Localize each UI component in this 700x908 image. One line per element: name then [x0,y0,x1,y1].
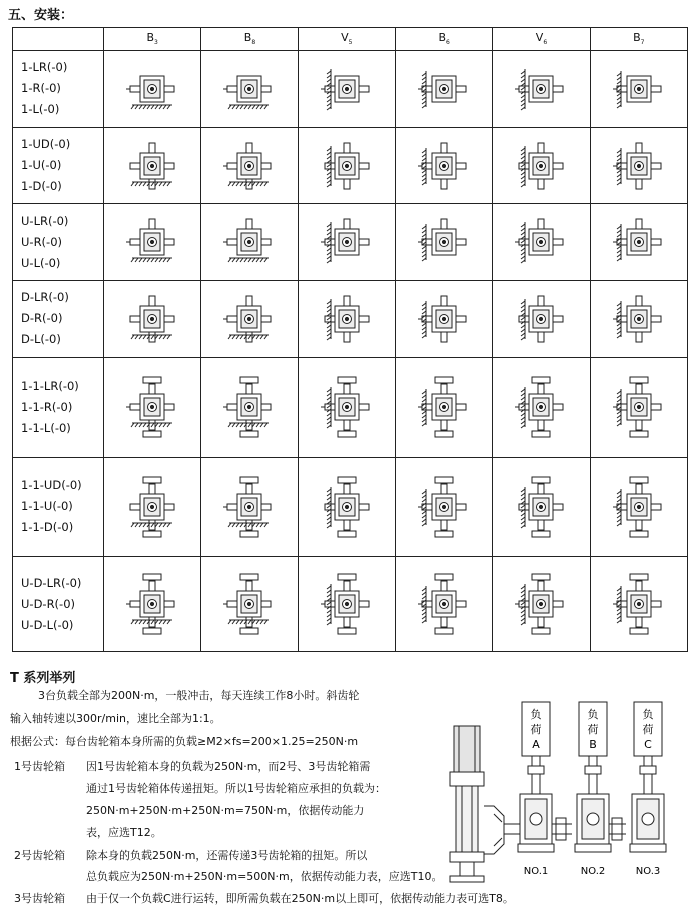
mounting-figure-cell [590,281,687,358]
gearbox-mounting-drawing [496,371,586,443]
row-label: U-D-LR(-0) [21,575,82,590]
mounting-figure-cell [395,51,492,128]
gearbox-no3 [632,794,664,844]
row-label: 1-1-UD(-0) [21,478,82,493]
mounting-figure-cell [590,127,687,204]
mounting-figure-cell [298,457,395,557]
row-label: 1-1-D(-0) [21,520,74,535]
mounting-figure-cell [298,281,395,358]
gearbox-mounting-drawing [302,206,392,278]
gearbox-mounting-drawing [399,53,489,125]
mounting-figure-cell [493,127,590,204]
mounting-figure-cell [298,204,395,281]
col-header: $V_5$ [298,28,395,51]
gearbox-mounting-drawing [302,130,392,202]
no3-label: NO.3 [635,866,661,877]
mounting-figure-cell [590,557,687,652]
gearbox-mounting-drawing [399,568,489,640]
gearbox-mounting-drawing [302,53,392,125]
box2-label: 2号齿轮箱 [14,849,65,862]
mounting-figure-cell [201,127,298,204]
gearbox-mounting-drawing [399,283,489,355]
mounting-figure-cell [201,51,298,128]
gearbox-mounting-drawing [204,130,294,202]
table-row [13,357,688,457]
box1-label: 1号齿轮箱 [14,760,65,773]
col-header: $B_7$ [590,28,687,51]
svg-text:A: A [532,738,540,751]
row-label: U-R(-0) [21,234,62,249]
mounting-figure-cell [104,51,201,128]
mounting-figure-cell [201,457,298,557]
formula-line: 根据公式：每台齿轮箱本身所需的负载≥M2×fs=200×1.25=250N·m [10,735,359,748]
svg-text:荷: 荷 [587,723,599,736]
mounting-figure-cell [395,127,492,204]
row-label: 1-UD(-0) [21,137,71,152]
motor-drawing [450,726,504,882]
mounting-figure-cell [201,281,298,358]
no1-label: NO.1 [523,866,549,877]
mounting-figure-cell [395,557,492,652]
box1-line-1: 因1号齿轮箱本身的负载为250N·m，而2号、3号齿轮箱需 [86,760,371,773]
table-row [13,127,688,204]
gearbox-mounting-drawing [302,568,392,640]
row-label: 1-LR(-0) [21,60,68,75]
row-label: 1-1-LR(-0) [21,378,79,393]
box2-line-1: 除本身的负载250N·m，还需传递3号齿轮箱的扭矩。所以 [86,849,368,862]
gearbox-mounting-drawing [107,568,197,640]
mounting-figure-cell [201,204,298,281]
row-label-cell [13,51,104,128]
bases [518,844,666,852]
gearbox-mounting-drawing [399,371,489,443]
mounting-figure-cell [104,357,201,457]
gearbox-mounting-drawing [107,283,197,355]
gearbox-mounting-drawing [496,471,586,543]
mounting-figure-cell [493,204,590,281]
table-row [13,51,688,128]
gearbox-mounting-drawing [204,206,294,278]
col-header: $V_6$ [493,28,590,51]
row-label-cell [13,127,104,204]
intro-line-2: 输入轴转速以300r/min，速比全部为1:1。 [10,712,221,725]
box1-line-2: 通过1号齿轮箱体传递扭矩。所以1号齿轮箱应承担的负载为： [86,782,386,795]
box3-line-1: 由于仅一个负载C进行运转，即所需负载在250N·m以上即可，依据传动能力表可选T8。 [86,892,514,905]
svg-text:荷: 荷 [530,723,542,736]
gearbox-mounting-drawing [107,371,197,443]
mounting-figure-cell [104,457,201,557]
no2-label: NO.2 [580,866,606,877]
gearbox-mounting-drawing [107,206,197,278]
gearbox-mounting-drawing [594,471,684,543]
gearbox-mounting-drawing [302,371,392,443]
mounting-figure-cell [493,457,590,557]
svg-text:负: 负 [642,708,654,721]
gearbox-mounting-drawing [594,206,684,278]
mounting-figure-cell [493,281,590,358]
gearbox-mounting-drawing [496,283,586,355]
gearbox-mounting-drawing [302,283,392,355]
row-label: 1-L(-0) [21,102,60,117]
row-label: U-D-L(-0) [21,617,74,632]
row-label: D-R(-0) [21,311,63,326]
row-label-cell [13,557,104,652]
gearbox-mounting-drawing [594,53,684,125]
row-label: 1-1-R(-0) [21,399,73,414]
mounting-figure-cell [104,557,201,652]
gearbox-mounting-drawing [302,471,392,543]
mounting-figure-cell [493,357,590,457]
row-label: U-D-R(-0) [21,596,76,611]
gearbox-no1 [520,794,552,844]
gearbox-mounting-drawing [399,471,489,543]
svg-text:C: C [644,738,652,751]
box1-line-4: 表，应选T12。 [86,826,162,839]
col-header: $B_6$ [395,28,492,51]
mounting-figure-cell [298,557,395,652]
example-title: T 系列举列 [10,671,76,686]
table-row [13,281,688,358]
intro-line-1: 3台负载全部为200N·m，一般冲击，每天连续工作8小时。斜齿轮 [38,689,360,702]
mounting-figure-cell [298,357,395,457]
load-a [522,702,550,756]
drive-train-diagram [446,696,690,901]
header-corner [13,28,104,51]
gearbox-mounting-drawing [594,371,684,443]
vertical-shafts [528,756,656,794]
table-row [13,204,688,281]
row-label: 1-1-U(-0) [21,499,73,514]
mounting-figure-cell [590,457,687,557]
gearbox-mounting-drawing [204,471,294,543]
row-label-cell [13,357,104,457]
mounting-figure-cell [298,127,395,204]
gearbox-mounting-drawing [594,283,684,355]
row-label-cell [13,457,104,557]
svg-text:B: B [589,738,597,751]
mounting-figure-cell [201,357,298,457]
row-label-cell [13,281,104,358]
mounting-figure-cell [104,127,201,204]
row-label: D-LR(-0) [21,290,69,305]
gearbox-mounting-drawing [204,568,294,640]
mounting-figure-cell [590,357,687,457]
gearbox-mounting-drawing [496,130,586,202]
row-label: 1-1-L(-0) [21,420,71,435]
installation-table [12,27,688,652]
table-row [13,457,688,557]
gearbox-mounting-drawing [399,206,489,278]
gearbox-mounting-drawing [594,568,684,640]
row-label: U-LR(-0) [21,213,69,228]
mounting-figure-cell [395,357,492,457]
gearbox-mounting-drawing [204,371,294,443]
gearbox-mounting-drawing [107,130,197,202]
row-label: 1-U(-0) [21,158,62,173]
mounting-figure-cell [395,204,492,281]
gearbox-mounting-drawing [594,130,684,202]
svg-text:荷: 荷 [642,723,654,736]
row-label: D-L(-0) [21,332,61,347]
mounting-figure-cell [104,281,201,358]
box1-line-3: 250N·m+250N·m+250N·m=750N·m，依据传动能力 [86,804,365,817]
gearbox-mounting-drawing [204,53,294,125]
load-c [634,702,662,756]
load-b [579,702,607,756]
mounting-figure-cell [201,557,298,652]
mounting-figure-cell [493,557,590,652]
gearbox-no2 [577,794,609,844]
row-label-cell [13,204,104,281]
col-header: $B_3$ [104,28,201,51]
mounting-figure-cell [493,51,590,128]
svg-text:负: 负 [587,708,599,721]
mounting-figure-cell [298,51,395,128]
mounting-figure-cell [104,204,201,281]
mounting-figure-cell [590,204,687,281]
gearbox-mounting-drawing [496,568,586,640]
section-title: 五、安装： [8,8,74,23]
gearbox-mounting-drawing [496,206,586,278]
svg-text:负: 负 [530,708,542,721]
gearbox-mounting-drawing [204,283,294,355]
gearbox-mounting-drawing [496,53,586,125]
mounting-figure-cell [590,51,687,128]
row-label: 1-D(-0) [21,179,62,194]
gearbox-mounting-drawing [107,471,197,543]
gearbox-mounting-drawing [107,53,197,125]
table-row [13,557,688,652]
row-label: 1-R(-0) [21,81,61,96]
mounting-figure-cell [395,457,492,557]
gearbox-mounting-drawing [399,130,489,202]
row-label: U-L(-0) [21,255,61,270]
col-header: $B_8$ [201,28,298,51]
header-row [13,28,688,51]
mounting-figure-cell [395,281,492,358]
box3-label: 3号齿轮箱 [14,892,65,905]
box2-line-2: 总负载应为250N·m+250N·m=500N·m，依据传动能力表，应选T10。 [86,870,443,883]
